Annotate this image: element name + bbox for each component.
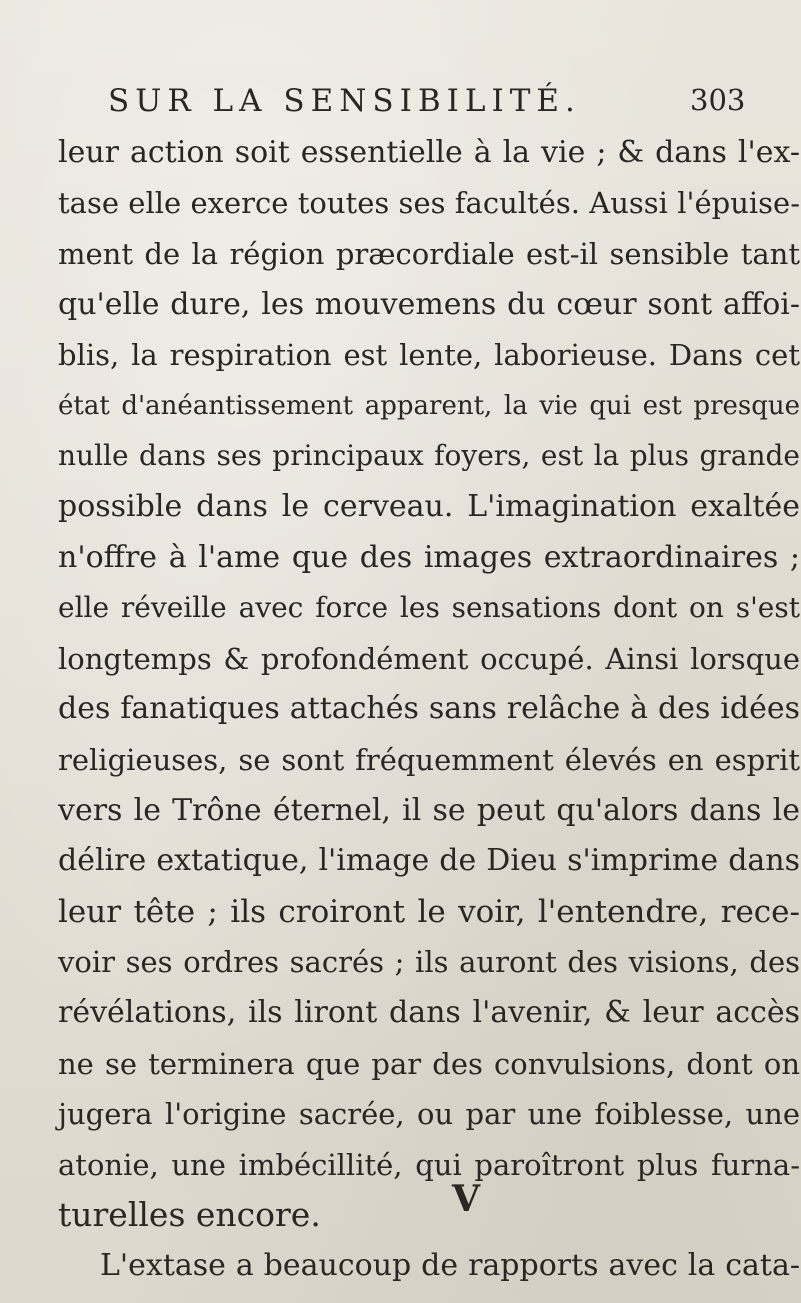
text-line: atonie, une imbécillité, qui paroîtront plus furna-: [58, 1148, 800, 1182]
text-line: longtemps & profondément occupé. Ainsi lorsque: [58, 642, 800, 676]
text-line: leur action soit essentielle à la vie ; & dans l'ex-: [58, 135, 800, 170]
text-line: elle réveille avec force les sensations dont on s'est: [58, 591, 800, 624]
text-line: révélations, ils liront dans l'avenir, & leur accès: [58, 995, 800, 1030]
text-line: n'offre à l'ame que des images extraordinaires ;: [58, 540, 800, 575]
text-line: ment de la région præcordiale est-il sensible tant: [58, 237, 800, 271]
text-line: nulle dans ses principaux foyers, est la plus grande: [58, 439, 800, 472]
text-line: blis, la respiration est lente, laborieuse. Dans cet: [58, 338, 800, 372]
text-line: leur tête ; ils croiront le voir, l'entendre, rece-: [58, 894, 800, 930]
text-line: jugera l'origine sacrée, ou par une foiblesse, une: [58, 1097, 800, 1131]
text-line: des fanatiques attachés sans relâche à des idées: [58, 691, 800, 726]
text-line: turelles encore.: [58, 1195, 321, 1234]
text-line: L'extase a beaucoup de rapports avec la cata-: [100, 1248, 800, 1283]
text-line: délire extatique, l'image de Dieu s'imprime dans: [58, 843, 800, 878]
text-line: vers le Trône éternel, il se peut qu'alors dans le: [58, 793, 800, 828]
text-line: tase elle exerce toutes ses facultés. Aussi l'épuise-: [58, 186, 800, 220]
page-number: 303: [690, 83, 746, 117]
text-line: ne se terminera que par des convulsions, dont on: [58, 1047, 800, 1081]
text-line: possible dans le cerveau. L'imagination exaltée: [58, 489, 800, 524]
running-head: [0, 83, 801, 123]
text-line: voir ses ordres sacrés ; ils auront des visions, des: [58, 945, 800, 979]
text-line: religieuses, se sont fréquemment élevés en esprit: [58, 743, 800, 777]
running-head-title: SUR LA SENSIBILITÉ.: [108, 83, 581, 119]
text-line: état d'anéantissement apparent, la vie qui est presque: [58, 391, 800, 421]
text-line: qu'elle dure, les mouvemens du cœur sont affoi-: [58, 287, 800, 322]
signature-mark: V: [452, 1178, 480, 1220]
